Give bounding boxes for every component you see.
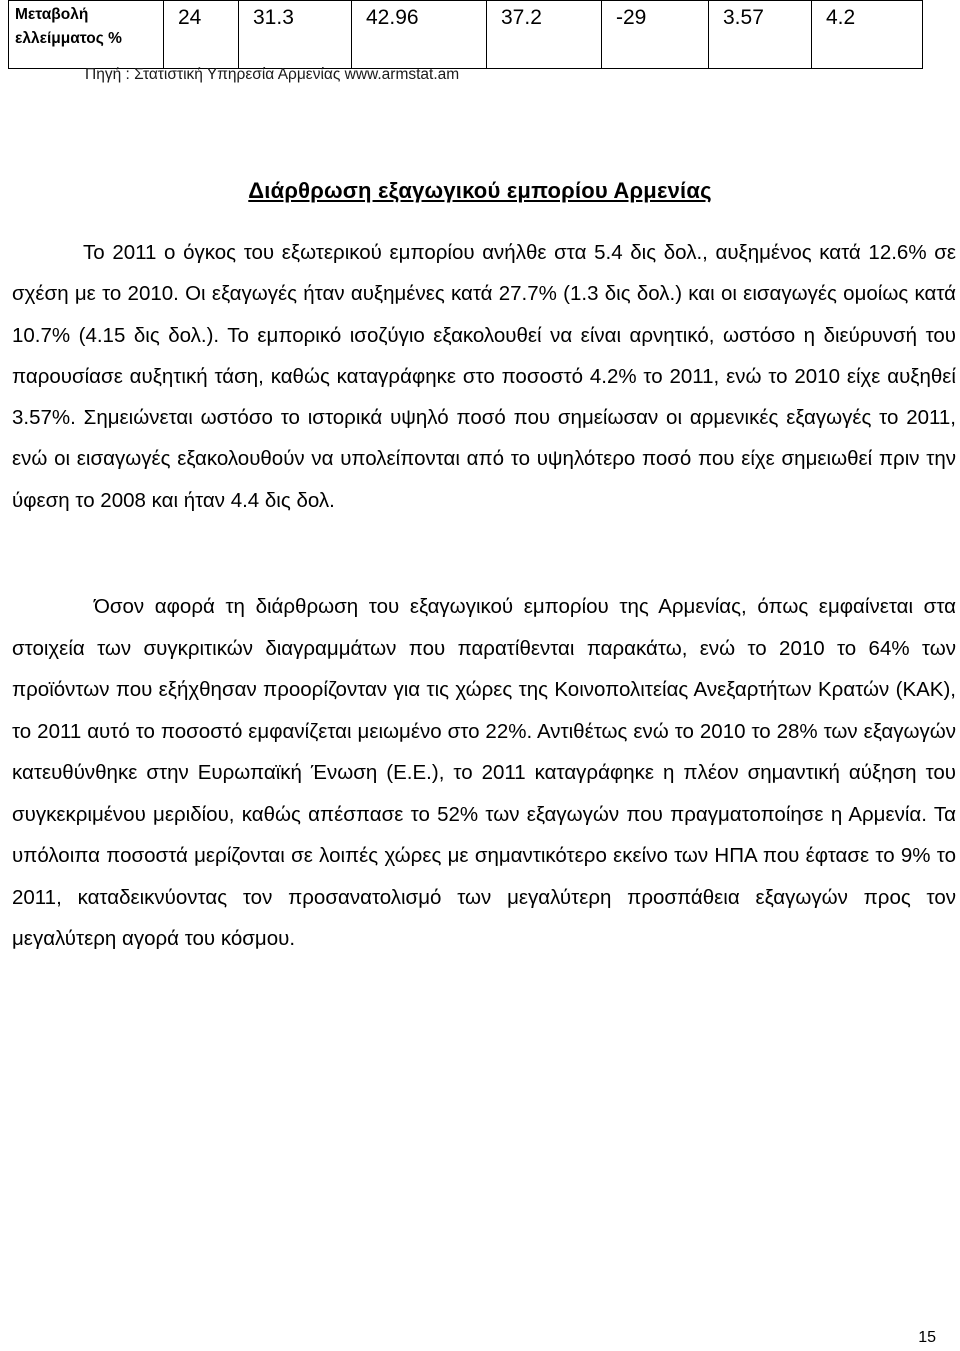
section-heading: Διάρθρωση εξαγωγικού εμπορίου Αρμενίας — [248, 178, 712, 203]
table-cell: -29 — [602, 1, 709, 69]
table-cell: 37.2 — [487, 1, 602, 69]
paragraph-trade-volume — [12, 232, 956, 521]
table-row — [9, 1, 923, 69]
paragraph-text: Το 2011 ο όγκος του εξωτερικού εμπορίου ανήλθε στα 5.4 δις δολ., αυξημένος κατά 12.6% σε σχέση με το 2010. Οι εξαγωγές ήταν αυξημένες κατά 27.7% (1.3 δις δολ.) και οι εισαγωγές ομοίως κατά 10.7% (4.15 δις δολ.). Το εμπορικό ισοζύγιο εξακολουθεί να είναι αρνητικό, ωστόσο η διεύρυνσή του παρουσίασε αυξητική τάση, καθώς καταγράφηκε στο ποσοστό 4.2% το 2011, ενώ το 2010 είχε αυξηθεί 3.57%. Σημειώνεται ωστόσο το ιστορικά υψηλό ποσό που σημείωσαν οι αρμενικές εξαγωγές το 2011, ενώ οι εισαγωγές εξακολουθούν να υπολείπονται από το υψηλότερο ποσό που είχε σημειωθεί πριν την ύφεση το 2008 και ήταν 4.4 δις δολ. — [12, 241, 956, 512]
row-label: Μεταβολή ελλείμματος % — [9, 1, 164, 69]
table-cell: 4.2 — [812, 1, 923, 69]
table-cell: 3.57 — [709, 1, 812, 69]
page-number: 15 — [918, 1329, 936, 1346]
paragraph-text: Όσον αφορά τη διάρθρωση του εξαγωγικού εμπορίου της Αρμενίας, όπως εμφαίνεται στα στοιχεία των συγκριτικών διαγραμμάτων που παρατίθενται παρακάτω, ενώ το 2010 το 64% των προϊόντων που εξήχθησαν προορίζονταν για τις χώρες της Κοινοπολιτείας Ανεξαρτήτων Κρατών (ΚΑΚ), το 2011 αυτό το ποσοστό εμφανίζεται μειωμένο στο 22%. Αντιθέτως ενώ το 2010 το 28% των εξαγωγών κατευθύνθηκε στην Ευρωπαϊκή Ένωση (Ε.Ε.), το 2011 καταγράφηκε η πλέον σημαντική αύξηση του συγκεκριμένου μεριδίου, καθώς απέσπασε το 52% των εξαγωγών που πραγματοποίησε η Αρμενία. Τα υπόλοιπα ποσοστά μερίζονται σε λοιπές χώρες με σημαντικότερο εκείνο των ΗΠΑ που έφτασε το 9% το 2011, καταδεικνύοντας τον προσανατολισμό των μεγαλύτερη προσπάθεια εξαγωγών προς τον μεγαλύτερη αγορά του κόσμου. — [12, 595, 956, 950]
paragraph-export-structure — [12, 586, 956, 960]
table-cell: 31.3 — [239, 1, 352, 69]
table-cell: 24 — [164, 1, 239, 69]
source-note: Πηγή : Στατιστική Υπηρεσία Αρμενίας www.armstat.am — [85, 66, 460, 83]
table-cell: 42.96 — [352, 1, 487, 69]
deficit-change-table — [8, 0, 923, 69]
